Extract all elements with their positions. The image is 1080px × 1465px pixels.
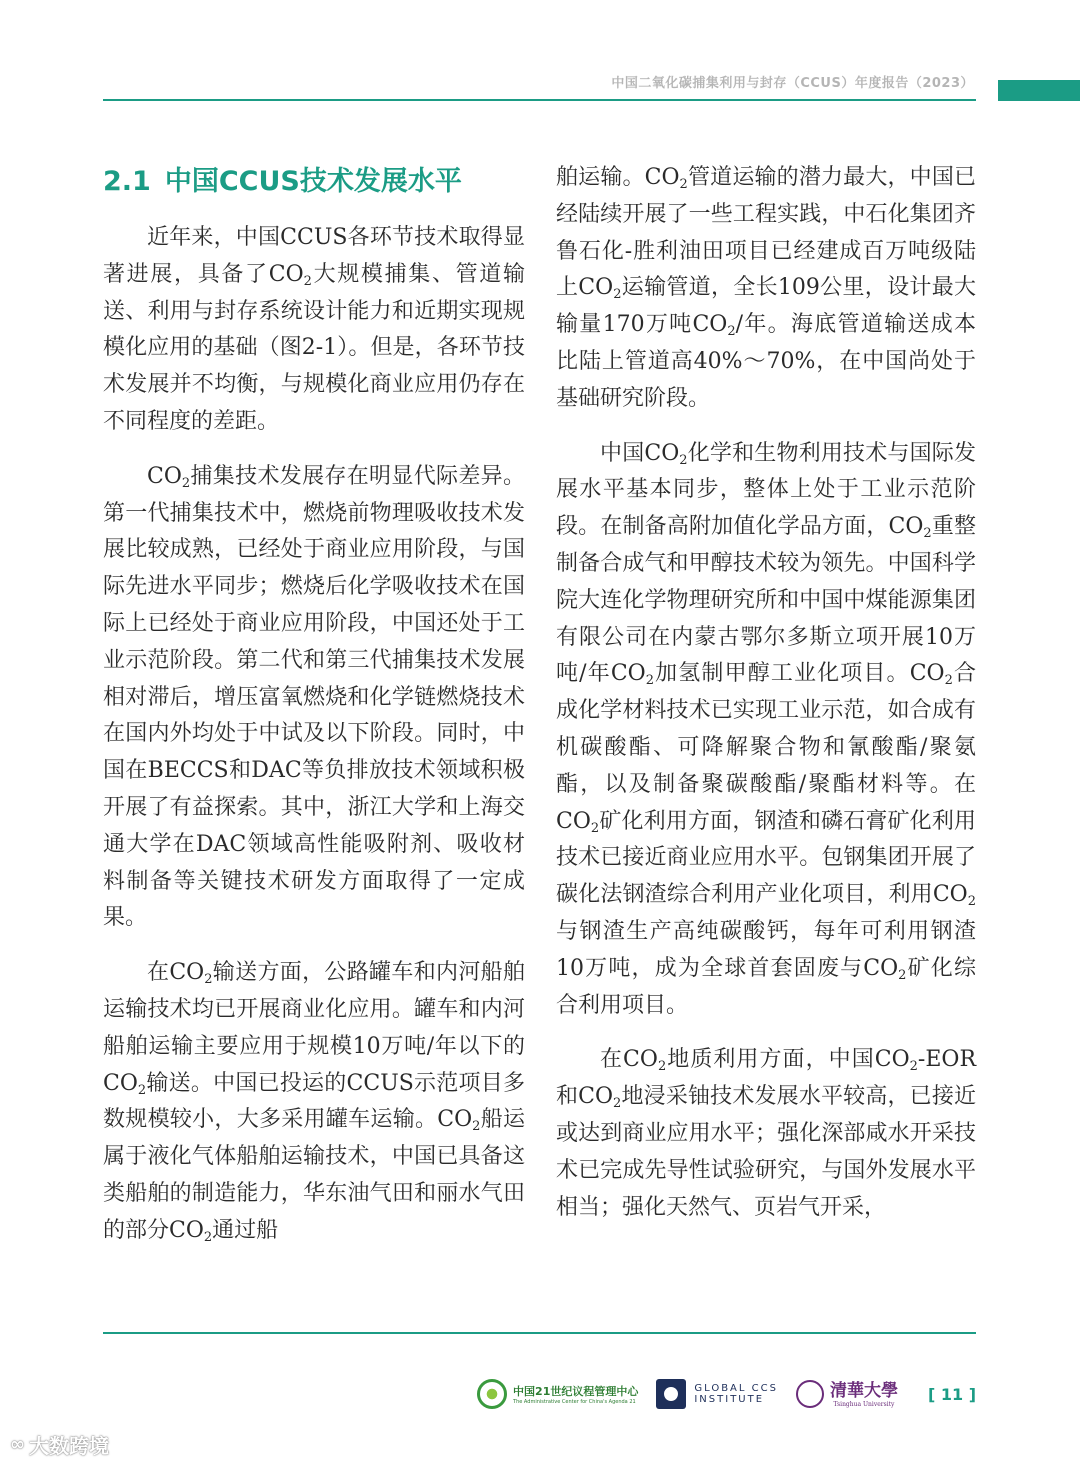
right-column bbox=[556, 160, 976, 1244]
page-number: [ 11 ] bbox=[927, 1384, 976, 1404]
section-heading bbox=[103, 162, 525, 202]
footer-logos bbox=[477, 1372, 976, 1416]
watermark-infinity-icon: ∞ bbox=[10, 1434, 25, 1455]
acca21-name-cn: 中国21世纪议程管理中心 bbox=[513, 1385, 639, 1398]
tsinghua-logo bbox=[796, 1380, 898, 1408]
section-number: 2.1 bbox=[103, 166, 151, 197]
acca21-name-en: The Administrative Center for China's Agenda 21 bbox=[513, 1399, 636, 1405]
header-accent-tab bbox=[998, 80, 1080, 101]
paragraph-overview: 近年来，中国CCUS各环节技术取得显著进展，具备了$CO_2$大规模捕集、管道输送、利用与封存系统设计能力和近期实现规模化应用的基础（图2-1）。但是，各环节技术发展并不均衡，与规模化商业应用仍存在不同程度的差距。 bbox=[103, 225, 525, 434]
global-ccs-emblem-icon bbox=[656, 1379, 686, 1409]
global-ccs-logo bbox=[656, 1379, 778, 1409]
left-column bbox=[103, 160, 525, 1268]
watermark-text: 大数跨境 bbox=[29, 1434, 109, 1458]
report-header-title: 中国二氧化碳捕集利用与封存（CCUS）年度报告（2023） bbox=[611, 76, 974, 91]
global-ccs-line2: INSTITUTE bbox=[694, 1394, 765, 1405]
header-divider bbox=[103, 99, 976, 101]
global-ccs-line1: GLOBAL CCS bbox=[694, 1383, 778, 1394]
watermark bbox=[10, 1430, 109, 1459]
tsinghua-seal-icon bbox=[796, 1380, 824, 1408]
acca21-emblem-icon bbox=[477, 1379, 507, 1409]
paragraph-utilization: 中国$CO_2$化学和生物利用技术与国际发展水平基本同步，整体上处于工业示范阶段。在制备高附加值化学品方面，$CO_2$重整制备合成气和甲醇技术较为领先。中国科学院大连化学物理研究所和中国中煤能源集团有限公司在内蒙古鄂尔多斯立项开展10万吨/年$CO_2$加氢制甲醇工业化项目。$CO_2$合成化学材料技术已实现工业示范，如合成有机碳酸酯、可降解聚合物和氰酸酯/聚氨酯，以及制备聚碳酸酯/聚酯材料等。在$CO_2$矿化利用方面，钢渣和磷石膏矿化利用技术已接近商业应用水平。包钢集团开展了碳化法钢渣综合利用产业化项目，利用$CO_2$与钢渣生产高纯碳酸钙，每年可利用钢渣10万吨，成为全球首套固废与$CO_2$矿化综合利用项目。 bbox=[556, 440, 976, 1018]
paragraph-pipeline: 舶运输。$CO_2$管道运输的潜力最大，中国已经陆续开展了一些工程实践，中石化集团齐鲁石化-胜利油田项目已经建成百万吨级陆上$CO_2$运输管道，全长109公里，设计最大输量170万吨$CO_2/$年。海底管道输送成本比陆上管道高40%～70%，在中国尚处于基础研究阶段。 bbox=[556, 165, 977, 411]
tsinghua-name-cn: 清華大學 bbox=[829, 1380, 898, 1401]
acca21-logo bbox=[477, 1379, 638, 1409]
tsinghua-name-en: Tsinghua University bbox=[833, 1400, 895, 1408]
paragraph-geological: 在$CO_2$地质利用方面，中国$CO_2$-EOR和$CO_2$地浸采铀技术发展水平较高，已接近或达到商业应用水平；强化深部咸水开采技术已完成先导性试验研究，与国外发展水平相当；强化天然气、页岩气开采， bbox=[556, 1047, 977, 1220]
section-title: 中国CCUS技术发展水平 bbox=[164, 166, 462, 197]
paragraph-transport: 在$CO_2$输送方面，公路罐车和内河船舶运输技术均已开展商业化应用。罐车和内河船舶运输主要应用于规模10万吨/年以下的$CO_2$输送。中国已投运的CCUS示范项目多数规模较小，大多采用罐车运输。$CO_2$船运属于液化气体船舶运输技术，中国已具备这类船舶的制造能力，华东油气田和丽水气田的部分$CO_2$通过船 bbox=[103, 960, 525, 1245]
paragraph-capture: $CO_2$捕集技术发展存在明显代际差异。第一代捕集技术中，燃烧前物理吸收技术发展比较成熟，已经处于商业应用阶段，与国际先进水平同步；燃烧后化学吸收技术在国际上已经处于商业应用阶段，中国还处于工业示范阶段。第二代和第三代捕集技术发展相对滞后，增压富氧燃烧和化学链燃烧技术在国内外均处于中试及以下阶段。同时，中国在BECCS和DAC等负排放技术领域积极开展了有益探索。其中，浙江大学和上海交通大学在DAC领域高性能吸附剂、吸收材料制备等关键技术研发方面取得了一定成果。 bbox=[103, 463, 525, 931]
footer-divider bbox=[103, 1332, 976, 1334]
